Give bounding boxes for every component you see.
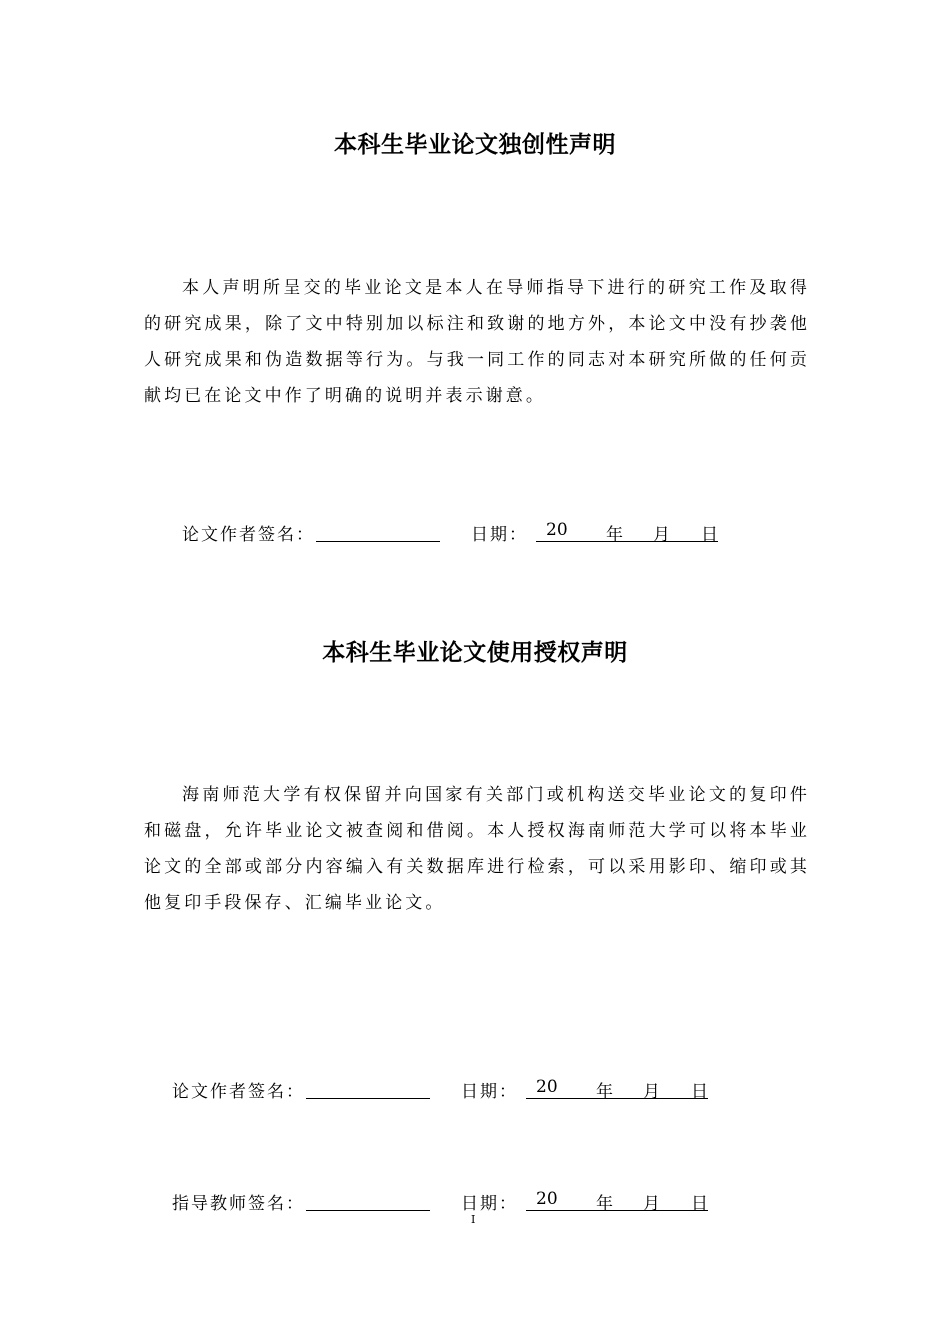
date-underline[interactable]: [536, 541, 718, 542]
date-year-prefix: 20: [536, 1077, 558, 1097]
date-month-unit: 月: [653, 525, 670, 545]
date-year-prefix: 20: [546, 520, 568, 540]
authorization-declaration-title: 本科生毕业论文使用授权声明: [322, 640, 628, 666]
date-year-unit: 年: [596, 1194, 613, 1214]
date-month-unit: 月: [643, 1194, 660, 1214]
author-signature-field[interactable]: [316, 541, 440, 542]
author-signature-label: 论文作者签名：: [172, 1082, 305, 1102]
date-label: 日期：: [461, 1194, 518, 1214]
date-label: 日期：: [461, 1082, 518, 1102]
date-day-unit: 日: [701, 525, 718, 545]
author-signature-field[interactable]: [306, 1098, 430, 1099]
date-underline[interactable]: [526, 1210, 708, 1211]
page-number: I: [471, 1213, 476, 1226]
date-year-unit: 年: [596, 1082, 613, 1102]
date-year-prefix: 20: [536, 1189, 558, 1209]
date-label: 日期：: [471, 525, 528, 545]
advisor-signature-label: 指导教师签名：: [172, 1194, 305, 1214]
date-year-unit: 年: [606, 525, 623, 545]
date-month-unit: 月: [643, 1082, 660, 1102]
author-signature-line-1: [182, 520, 742, 546]
date-day-unit: 日: [691, 1194, 708, 1214]
date-underline[interactable]: [526, 1098, 708, 1099]
date-day-unit: 日: [691, 1082, 708, 1102]
author-signature-line-2: [172, 1077, 732, 1103]
author-signature-label: 论文作者签名：: [182, 525, 315, 545]
advisor-signature-field[interactable]: [306, 1210, 430, 1211]
originality-declaration-title: 本科生毕业论文独创性声明: [334, 132, 616, 158]
advisor-signature-line: [172, 1189, 732, 1215]
originality-declaration-text: 本人声明所呈交的毕业论文是本人在导师指导下进行的研究工作及取得的研究成果，除了文中特别加以标注和致谢的地方外，本论文中没有抄袭他人研究成果和伪造数据等行为。与我一同工作的同志对本研究所做的任何贡献均已在论文中作了明确的说明并表示谢意。: [144, 278, 810, 406]
authorization-declaration-text: 海南师范大学有权保留并向国家有关部门或机构送交毕业论文的复印件和磁盘，允许毕业论文被查阅和借阅。本人授权海南师范大学可以将本毕业论文的全部或部分内容编入有关数据库进行检索，可以采用影印、缩印或其他复印手段保存、汇编毕业论文。: [144, 785, 810, 913]
